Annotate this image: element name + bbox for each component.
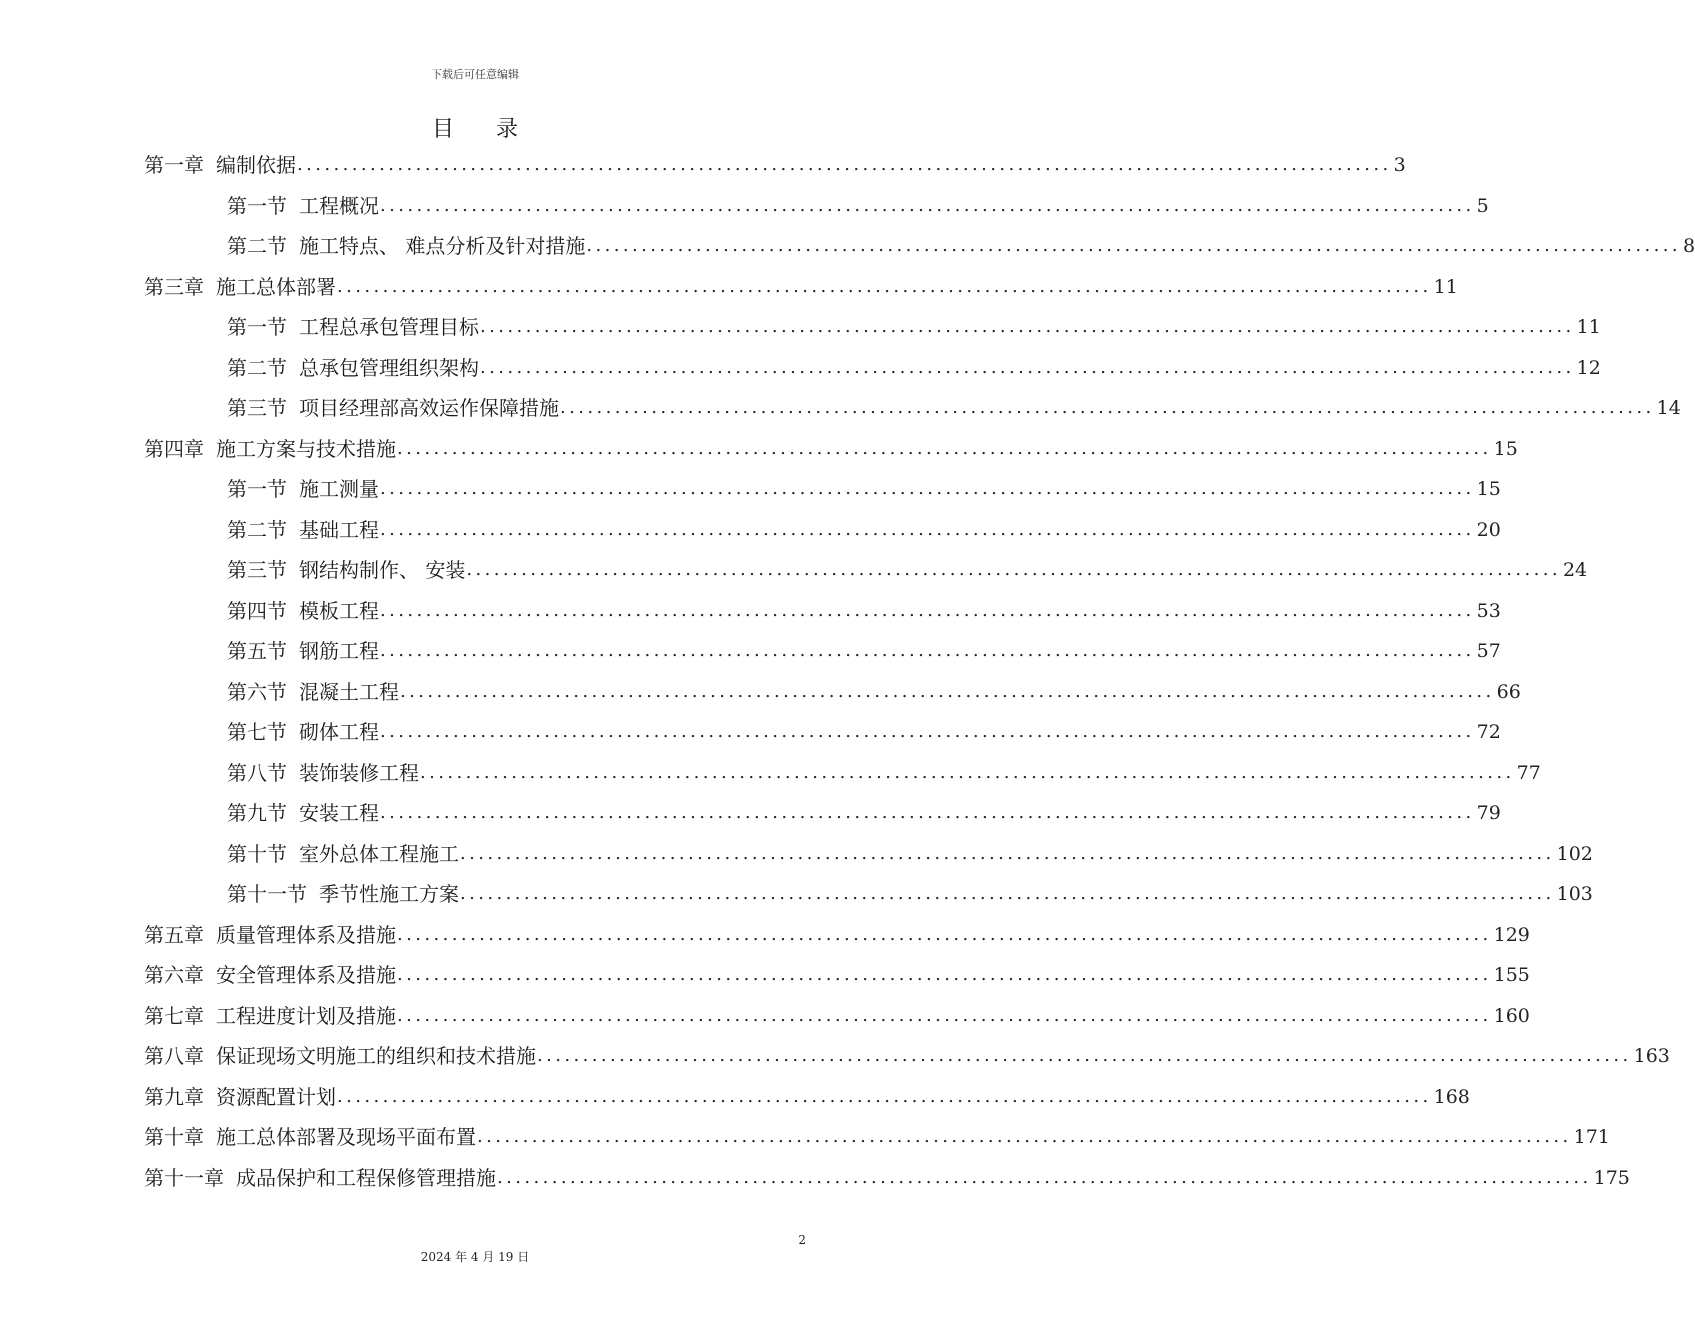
toc-entry-label (144, 145, 296, 186)
toc-entry-label (227, 307, 479, 348)
toc-leader-dots: ........................................................................................................................ (380, 802, 1475, 823)
toc-entry-label (144, 1158, 496, 1199)
toc-entry-number: 第十一章 (144, 1165, 224, 1190)
toc-entry-title: 安装工程 (299, 801, 379, 825)
toc-page-number: 77 (1516, 761, 1541, 784)
toc-entry-number: 第五章 (144, 922, 204, 947)
toc-section-row[interactable] (227, 348, 1601, 389)
toc-chapter-row[interactable] (144, 145, 1406, 186)
toc-leader-dots: ........................................................................................................................ (460, 842, 1555, 864)
toc-entry-label (227, 348, 479, 389)
toc-entry-title: 施工测量 (299, 477, 379, 501)
toc-leader-dots: ........................................................................................................................ (380, 599, 1475, 621)
toc-page-number: 72 (1476, 721, 1501, 743)
toc-leader-dots: ........................................................................................................................ (560, 397, 1655, 418)
toc-entry-label (144, 267, 336, 308)
toc-entry-title: 混凝土工程 (299, 679, 399, 704)
toc-entry-number: 第三章 (144, 274, 204, 299)
toc-entry-number: 第六节 (227, 679, 287, 704)
toc-page-number: 11 (1433, 275, 1458, 298)
toc-entry-number: 第六章 (144, 963, 204, 987)
toc-entry-label (227, 186, 379, 227)
toc-entry-number: 第一节 (227, 477, 287, 501)
toc-page-number: 11 (1576, 316, 1601, 338)
toc-leader-dots: ........................................................................................................................ (537, 1045, 1632, 1066)
toc-section-row[interactable] (227, 226, 1695, 267)
toc-page-number: 79 (1476, 802, 1501, 824)
toc-entry-title: 工程总承包管理目标 (299, 315, 479, 339)
toc-chapter-row[interactable] (144, 1036, 1670, 1077)
toc-page-number: 53 (1476, 599, 1501, 622)
toc-page-number: 155 (1493, 964, 1530, 986)
toc-entry-number: 第九节 (227, 801, 287, 825)
toc-leader-dots: ........................................................................................................................ (397, 437, 1492, 459)
toc-entry-label (227, 591, 379, 632)
toc-leader-dots: ........................................................................................................................ (480, 356, 1575, 378)
toc-leader-dots: ........................................................................................................................ (400, 680, 1495, 702)
toc-page-number: 3 (1393, 154, 1406, 176)
toc-page-number: 103 (1556, 883, 1593, 905)
toc-entry-number: 第一节 (227, 315, 287, 339)
toc-entry-title: 资源配置计划 (216, 1084, 336, 1109)
toc-leader-dots: ........................................................................................................................ (397, 964, 1492, 985)
toc-chapter-row[interactable] (144, 429, 1518, 470)
toc-entry-label (227, 753, 419, 794)
toc-entry-number: 第二节 (227, 517, 287, 542)
toc-entry-number: 第十一节 (227, 882, 307, 906)
toc-section-row[interactable] (227, 469, 1501, 510)
toc-entry-label (227, 226, 585, 267)
toc-entry-label (227, 874, 459, 915)
toc-entry-label (227, 834, 459, 875)
toc-leader-dots: ........................................................................................................................ (466, 559, 1561, 580)
toc-section-row[interactable] (227, 631, 1501, 672)
toc-entry-title: 工程概况 (299, 193, 379, 218)
toc-entry-title: 模板工程 (299, 598, 379, 623)
toc-page-number: 163 (1633, 1045, 1670, 1067)
toc-section-row[interactable] (227, 388, 1681, 429)
toc-entry-title: 项目经理部高效运作保障措施 (299, 396, 559, 420)
toc-entry-number: 第十节 (227, 841, 287, 866)
toc-entry-title: 砌体工程 (299, 720, 379, 744)
toc-section-row[interactable] (227, 834, 1593, 875)
toc-page-number: 129 (1493, 923, 1530, 946)
toc-entry-label (144, 1077, 336, 1118)
toc-page-number: 8 (1682, 235, 1695, 257)
toc-entry-number: 第二节 (227, 234, 287, 258)
toc-entry-label (227, 712, 379, 753)
toc-section-row[interactable] (227, 510, 1501, 551)
toc-section-row[interactable] (227, 591, 1501, 632)
toc-section-row[interactable] (227, 753, 1541, 794)
toc-title: 目录 (431, 117, 560, 142)
table-of-contents (0, 145, 1695, 1198)
toc-entry-title: 施工方案与技术措施 (216, 436, 396, 461)
toc-page-number: 24 (1562, 559, 1588, 581)
toc-leader-dots: ........................................................................................................................ (380, 478, 1475, 499)
toc-section-row[interactable] (227, 672, 1521, 713)
toc-chapter-row[interactable] (144, 1077, 1470, 1118)
toc-section-row[interactable] (227, 793, 1501, 834)
toc-entry-number: 第二节 (227, 355, 287, 380)
toc-entry-title: 基础工程 (299, 517, 379, 542)
toc-entry-number: 第五节 (227, 639, 287, 663)
toc-leader-dots: ........................................................................................................................ (397, 923, 1492, 945)
toc-entry-title: 质量管理体系及措施 (216, 922, 396, 947)
toc-entry-title: 总承包管理组织架构 (299, 355, 479, 380)
toc-leader-dots: ........................................................................................................................ (420, 761, 1515, 783)
toc-chapter-row[interactable] (144, 955, 1530, 996)
toc-page-number: 5 (1476, 194, 1489, 217)
toc-page-number: 168 (1433, 1085, 1470, 1108)
toc-entry-label (227, 388, 559, 429)
toc-entry-label (144, 955, 396, 996)
toc-entry-label (227, 672, 399, 713)
toc-entry-number: 第三节 (227, 558, 287, 582)
toc-entry-title: 编制依据 (216, 153, 296, 177)
toc-entry-number: 第四节 (227, 598, 287, 623)
toc-entry-label (227, 793, 379, 834)
toc-section-row[interactable] (227, 712, 1501, 753)
toc-entry-label (144, 429, 396, 470)
toc-leader-dots: ........................................................................................................................ (337, 1085, 1432, 1107)
toc-chapter-row[interactable] (144, 267, 1458, 308)
toc-entry-title: 施工总体部署及现场平面布置 (216, 1125, 476, 1149)
toc-leader-dots: ........................................................................................................................ (380, 721, 1475, 742)
toc-entry-title: 施工特点、 难点分析及针对措施 (299, 234, 586, 258)
toc-page-number: 160 (1493, 1004, 1530, 1027)
toc-entry-title: 安全管理体系及措施 (216, 963, 396, 987)
toc-entry-title: 钢筋工程 (299, 639, 379, 663)
toc-entry-label (227, 631, 379, 672)
toc-entry-number: 第八节 (227, 760, 287, 785)
toc-chapter-row[interactable] (144, 915, 1530, 956)
toc-leader-dots: ........................................................................................................................ (297, 154, 1392, 175)
toc-entry-title: 保证现场文明施工的组织和技术措施 (216, 1044, 536, 1068)
toc-entry-number: 第八章 (144, 1044, 204, 1068)
toc-entry-label (144, 996, 396, 1037)
toc-entry-title: 季节性施工方案 (319, 882, 459, 906)
toc-page-number: 57 (1476, 640, 1501, 662)
toc-leader-dots: ........................................................................................................................ (497, 1166, 1592, 1188)
toc-entry-title: 工程进度计划及措施 (216, 1003, 396, 1028)
toc-leader-dots: ........................................................................................................................ (380, 640, 1475, 661)
toc-entry-number: 第七节 (227, 720, 287, 744)
page-number: 2 (798, 1233, 806, 1247)
toc-section-row[interactable] (227, 874, 1593, 915)
toc-leader-dots: ........................................................................................................................ (460, 883, 1555, 904)
toc-leader-dots: ........................................................................................................................ (380, 194, 1475, 216)
toc-leader-dots: ........................................................................................................................ (477, 1126, 1572, 1147)
toc-page-number: 15 (1476, 478, 1501, 500)
toc-leader-dots: ........................................................................................................................ (337, 275, 1432, 297)
toc-entry-title: 装饰装修工程 (299, 760, 419, 785)
toc-page-number: 20 (1476, 518, 1501, 541)
toc-entry-title: 室外总体工程施工 (299, 841, 459, 866)
toc-page-number: 15 (1493, 437, 1518, 460)
toc-leader-dots: ........................................................................................................................ (480, 316, 1575, 337)
toc-entry-label (144, 915, 396, 956)
toc-entry-number: 第一节 (227, 193, 287, 218)
toc-entry-title: 施工总体部署 (216, 274, 336, 299)
toc-chapter-row[interactable] (144, 1158, 1630, 1199)
toc-entry-label (227, 510, 379, 551)
toc-entry-title: 钢结构制作、 安装 (299, 558, 466, 582)
toc-entry-number: 第十章 (144, 1125, 204, 1149)
toc-page-number: 12 (1576, 356, 1601, 379)
toc-page-number: 175 (1593, 1166, 1630, 1189)
toc-leader-dots: ........................................................................................................................ (380, 518, 1475, 540)
toc-entry-number: 第九章 (144, 1084, 204, 1109)
toc-page-number: 171 (1573, 1126, 1610, 1148)
toc-entry-label (144, 1036, 536, 1077)
toc-entry-number: 第三节 (227, 396, 287, 420)
toc-page-number: 102 (1556, 842, 1593, 865)
toc-entry-number: 第四章 (144, 436, 204, 461)
header-note: 下载后可任意编辑 (431, 68, 519, 81)
toc-page-number: 14 (1656, 397, 1681, 419)
toc-chapter-row[interactable] (144, 996, 1530, 1037)
toc-entry-number: 第七章 (144, 1003, 204, 1028)
toc-leader-dots: ........................................................................................................................ (397, 1004, 1492, 1026)
toc-entry-label (227, 550, 465, 591)
toc-section-row[interactable] (227, 186, 1489, 227)
toc-section-row[interactable] (227, 307, 1601, 348)
toc-section-row[interactable] (227, 550, 1588, 591)
toc-page-number: 66 (1496, 680, 1521, 703)
toc-entry-label (227, 469, 379, 510)
footer-date: 2024 年 4 月 19 日 (420, 1250, 530, 1264)
toc-entry-label (144, 1117, 476, 1158)
toc-entry-title: 成品保护和工程保修管理措施 (236, 1165, 496, 1190)
toc-leader-dots: ........................................................................................................................ (586, 235, 1681, 256)
toc-chapter-row[interactable] (144, 1117, 1610, 1158)
toc-entry-number: 第一章 (144, 153, 204, 177)
